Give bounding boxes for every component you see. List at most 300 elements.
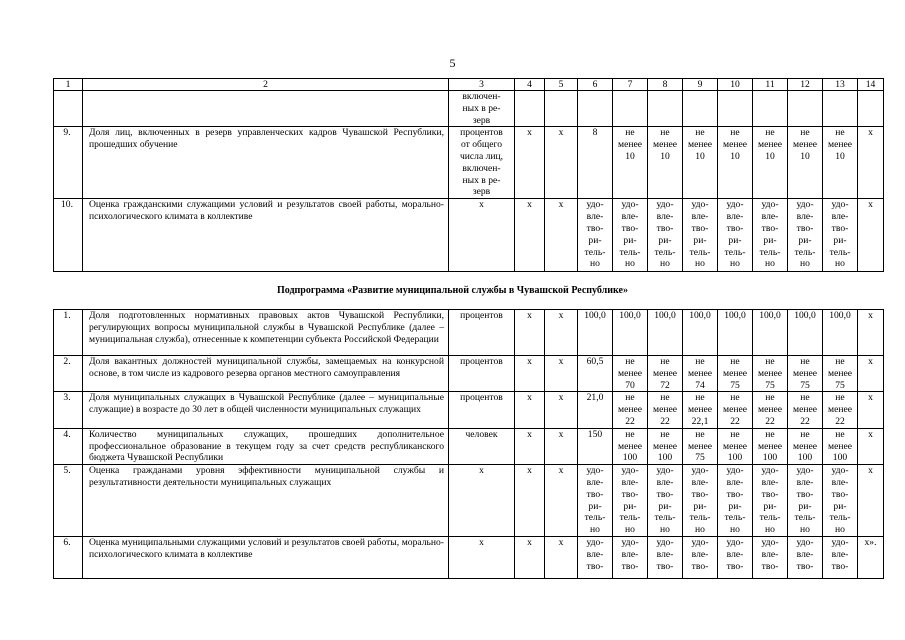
year-value-cell-line: удо- <box>691 199 709 211</box>
year-value-cell-line: но <box>625 524 635 536</box>
row-number: 3. <box>54 392 83 428</box>
year-value-cell-line: ри- <box>798 500 812 512</box>
year-value-cell-line: вле- <box>831 476 849 488</box>
year-value-cell-line: тво- <box>796 222 814 234</box>
table-row <box>54 127 884 199</box>
year-value-cell-line: тель- <box>689 512 711 524</box>
year-value-cell-line: тво- <box>621 222 639 234</box>
empty-cell <box>718 91 753 127</box>
year-value-cell-line: 22 <box>765 415 775 427</box>
year-value-cell <box>613 356 648 392</box>
base-value-cell: х <box>515 199 545 272</box>
column-number-header: 11 <box>753 79 788 91</box>
year-value-cell <box>578 392 613 428</box>
year-value-cell <box>648 127 683 199</box>
year-value-cell-line: тель- <box>759 246 781 258</box>
year-value-cell-line: тво- <box>586 488 604 500</box>
year-value-cell-line: но <box>730 524 740 536</box>
column-number-header: 7 <box>613 79 648 91</box>
year-value-cell-line: удо- <box>831 199 849 211</box>
unit-cell-line: процентов <box>460 127 503 139</box>
base-value-cell: х <box>515 310 545 356</box>
year-value-cell-line: не <box>625 127 635 139</box>
column-number-header: 1 <box>54 79 83 91</box>
year-value-cell-line: 22 <box>835 415 845 427</box>
column-number-header: 8 <box>648 79 683 91</box>
year-value-cell-line: менее <box>653 367 677 379</box>
year-value-cell-line: вле- <box>656 211 674 223</box>
year-value-cell <box>683 199 718 272</box>
year-value-cell-line: удо- <box>761 199 779 211</box>
unit-cell-line: процентов <box>460 310 503 321</box>
indicators-table-top <box>53 78 884 272</box>
year-value-cell <box>753 199 788 272</box>
row-number: 6. <box>54 537 83 579</box>
year-value-cell-line: тво- <box>831 560 849 572</box>
year-value-cell <box>753 392 788 428</box>
base-value-cell: х <box>545 537 578 579</box>
year-value-cell-line: тель- <box>794 512 816 524</box>
column-number-header: 13 <box>823 79 858 91</box>
year-value-cell-line: вле- <box>691 211 709 223</box>
year-value-cell-line: тво- <box>726 488 744 500</box>
year-value-cell-line: не <box>625 356 635 367</box>
year-value-cell <box>613 392 648 428</box>
year-value-cell <box>753 356 788 392</box>
year-value-cell <box>823 199 858 272</box>
year-value-cell <box>683 310 718 356</box>
year-value-cell-line: ри- <box>763 234 777 246</box>
year-value-cell-line: не <box>625 392 635 404</box>
year-value-cell-line: вле- <box>691 548 709 560</box>
year-value-cell-line: вле- <box>726 476 744 488</box>
base-value-cell: х <box>515 356 545 392</box>
year-value-cell-line: тво- <box>691 222 709 234</box>
unit-cell-line: ных в ре- <box>462 174 501 186</box>
year-value-cell-line: ри- <box>728 234 742 246</box>
unit-cell <box>449 127 515 199</box>
year-value-cell-line: удо- <box>831 465 849 477</box>
year-value-cell-line: не <box>660 127 670 139</box>
year-value-cell-line: менее <box>828 440 852 452</box>
year-value-cell <box>823 356 858 392</box>
year-value-cell-line: тель- <box>584 512 606 524</box>
indicator-name: Оценка гражданами уровня эффективности муниципальной службы и результативности деятельности муниципальных служащих <box>83 465 449 537</box>
year-value-cell <box>613 428 648 464</box>
empty-cell <box>648 91 683 127</box>
year-value-cell <box>683 127 718 199</box>
year-value-cell-line: удо- <box>621 465 639 477</box>
year-value-cell <box>823 310 858 356</box>
year-value-cell-line: не <box>835 356 845 367</box>
year-value-cell <box>578 127 613 199</box>
year-value-cell-line: не <box>835 392 845 404</box>
row-number: 9. <box>54 127 83 199</box>
year-value-cell <box>648 537 683 579</box>
year-value-cell-line: но <box>765 258 775 270</box>
year-value-cell-line: менее <box>653 440 677 452</box>
year-value-cell <box>578 537 613 579</box>
base-value-cell: х <box>545 465 578 537</box>
year-value-cell-line: тво- <box>586 222 604 234</box>
row-number: 1. <box>54 310 83 356</box>
year-value-cell-line: удо- <box>691 465 709 477</box>
year-value-cell-line: менее <box>793 139 817 151</box>
year-value-cell-line: но <box>590 258 600 270</box>
year-value-cell <box>683 392 718 428</box>
empty-cell <box>83 91 449 127</box>
year-value-cell <box>648 428 683 464</box>
base-value-cell: х <box>545 356 578 392</box>
empty-cell <box>515 91 545 127</box>
year-value-cell-line: тель- <box>724 512 746 524</box>
year-value-cell <box>718 310 753 356</box>
year-value-cell <box>718 392 753 428</box>
year-value-cell-line: тво- <box>621 560 639 572</box>
year-value-cell-line: менее <box>828 404 852 416</box>
year-value-cell-line: менее <box>653 404 677 416</box>
unit-cell-line: процентов <box>460 392 503 404</box>
year-value-cell-line: удо- <box>586 465 604 477</box>
year-value-cell-line: менее <box>688 404 712 416</box>
indicator-name: Доля подготовленных нормативных правовых актов Чувашской Республики, регулирующих вопросы муниципальной службы в Чувашской Республике (далее – муниципальная служба), отнесенные к компетенции субъекта Российской Федерации <box>83 310 449 356</box>
year-value-cell-line: не <box>695 127 705 139</box>
empty-cell <box>858 91 884 127</box>
subprogram-title: Подпрограмма «Развитие муниципальной службы в Чувашской Республике» <box>277 285 628 296</box>
year-value-cell-line: ри- <box>658 234 672 246</box>
unit-cell-line: числа лиц, <box>459 150 504 162</box>
table-row <box>54 199 884 272</box>
year-value-cell <box>788 127 823 199</box>
year-value-cell-line: вле- <box>621 211 639 223</box>
column-number-header: 6 <box>578 79 613 91</box>
year-value-cell-line: тель- <box>619 246 641 258</box>
year-value-cell <box>788 465 823 537</box>
indicators-table-subprogram <box>53 309 884 579</box>
year-value-cell-line: но <box>590 524 600 536</box>
year-value-cell-line: ри- <box>693 234 707 246</box>
base-value-cell: х <box>545 199 578 272</box>
year-value-cell <box>683 537 718 579</box>
year-value-cell-line: ри- <box>623 234 637 246</box>
year-value-cell-line: не <box>765 356 775 367</box>
row-number: 2. <box>54 356 83 392</box>
header-row <box>54 79 884 91</box>
year-value-cell-line: вле- <box>656 476 674 488</box>
year-value-cell-line: не <box>835 428 845 440</box>
indicator-name: Доля лиц, включенных в резерв управленческих кадров Чувашской Республики, прошедших обучение <box>83 127 449 199</box>
year-value-cell-line: удо- <box>726 199 744 211</box>
year-value-cell-line: ри- <box>798 234 812 246</box>
year-value-cell-line: 100,0 <box>829 310 851 321</box>
unit-cell <box>449 428 515 464</box>
year-value-cell-line: тель- <box>829 246 851 258</box>
year-value-cell-line: ри- <box>693 500 707 512</box>
year-value-cell-line: 22 <box>625 415 635 427</box>
year-value-cell-line: не <box>835 127 845 139</box>
year-value-cell-line: вле- <box>761 548 779 560</box>
end-value-cell: х». <box>858 537 884 579</box>
year-value-cell-line: удо- <box>761 465 779 477</box>
year-value-cell-line: тво- <box>831 488 849 500</box>
end-value-cell: х <box>858 392 884 428</box>
end-value-cell: х <box>858 356 884 392</box>
year-value-cell-line: не <box>660 392 670 404</box>
year-value-cell-line: менее <box>723 367 747 379</box>
column-number-header: 4 <box>515 79 545 91</box>
year-value-cell-line: 8 <box>592 127 598 139</box>
unit-cell <box>449 537 515 579</box>
end-value-cell: х <box>858 310 884 356</box>
year-value-cell-line: 75 <box>800 379 810 391</box>
empty-cell <box>753 91 788 127</box>
year-value-cell-line: удо- <box>726 537 744 549</box>
year-value-cell-line: тво- <box>761 222 779 234</box>
year-value-cell-line: ри- <box>763 500 777 512</box>
year-value-cell <box>718 465 753 537</box>
column-number-header: 3 <box>449 79 515 91</box>
year-value-cell-line: не <box>730 428 740 440</box>
year-value-cell <box>683 356 718 392</box>
year-value-cell <box>788 392 823 428</box>
year-value-cell <box>788 537 823 579</box>
year-value-cell <box>578 310 613 356</box>
year-value-cell-line: 10 <box>625 150 635 162</box>
base-value-cell: х <box>545 127 578 199</box>
year-value-cell-line: 100 <box>657 452 673 464</box>
year-value-cell-line: тво- <box>726 560 744 572</box>
year-value-cell-line: 100 <box>622 452 638 464</box>
year-value-cell <box>788 356 823 392</box>
year-value-cell-line: удо- <box>691 537 709 549</box>
unit-cell-line: зерв <box>472 114 491 126</box>
year-value-cell-line: 10 <box>800 150 810 162</box>
year-value-cell-line: удо- <box>726 465 744 477</box>
year-value-cell-line: удо- <box>831 537 849 549</box>
year-value-cell-line: удо- <box>796 199 814 211</box>
year-value-cell-line: ри- <box>728 500 742 512</box>
year-value-cell <box>648 199 683 272</box>
unit-cell-line: человек <box>465 428 498 440</box>
year-value-cell <box>823 392 858 428</box>
year-value-cell <box>823 428 858 464</box>
year-value-cell-line: 100,0 <box>619 310 641 321</box>
year-value-cell-line: удо- <box>621 199 639 211</box>
indicator-name: Доля муниципальных служащих в Чувашской Республике (далее – муниципальные служащие) в возрасте до 30 лет в общей численности муниципальных служащих <box>83 392 449 428</box>
year-value-cell-line: тво- <box>761 488 779 500</box>
year-value-cell-line: ри- <box>658 500 672 512</box>
end-value-cell: х <box>858 127 884 199</box>
year-value-cell-line: вле- <box>656 548 674 560</box>
year-value-cell <box>648 465 683 537</box>
year-value-cell-line: не <box>765 127 775 139</box>
year-value-cell-line: вле- <box>621 476 639 488</box>
year-value-cell <box>578 199 613 272</box>
year-value-cell-line: но <box>800 524 810 536</box>
empty-cell <box>545 91 578 127</box>
unit-cell <box>449 199 515 272</box>
year-value-cell-line: тво- <box>726 222 744 234</box>
year-value-cell-line: не <box>765 428 775 440</box>
year-value-cell <box>718 127 753 199</box>
year-value-cell-line: но <box>625 258 635 270</box>
page-number: 5 <box>449 56 456 70</box>
year-value-cell-line: не <box>660 356 670 367</box>
year-value-cell-line: 10 <box>660 150 670 162</box>
year-value-cell-line: менее <box>618 139 642 151</box>
year-value-cell-line: ри- <box>588 234 602 246</box>
year-value-cell-line: удо- <box>796 537 814 549</box>
year-value-cell-line: не <box>800 392 810 404</box>
year-value-cell-line: тво- <box>831 222 849 234</box>
base-value-cell: х <box>545 428 578 464</box>
year-value-cell <box>578 356 613 392</box>
year-value-cell <box>823 537 858 579</box>
year-value-cell <box>683 465 718 537</box>
year-value-cell-line: удо- <box>621 537 639 549</box>
base-value-cell: х <box>515 537 545 579</box>
column-number-header: 12 <box>788 79 823 91</box>
year-value-cell-line: тво- <box>656 560 674 572</box>
year-value-cell-line: не <box>730 392 740 404</box>
unit-cell-line: включен- <box>462 162 501 174</box>
year-value-cell <box>753 127 788 199</box>
year-value-cell-line: 10 <box>765 150 775 162</box>
year-value-cell-line: тель- <box>654 512 676 524</box>
year-value-cell-line: менее <box>723 139 747 151</box>
year-value-cell-line: вле- <box>726 211 744 223</box>
year-value-cell-line: вле- <box>586 548 604 560</box>
base-value-cell: х <box>515 127 545 199</box>
year-value-cell-line: 100 <box>832 452 848 464</box>
empty-cell <box>613 91 648 127</box>
unit-cell <box>449 91 515 127</box>
end-value-cell: х <box>858 199 884 272</box>
year-value-cell <box>648 392 683 428</box>
indicator-name: Доля вакантных должностей муниципальной службы, замещаемых на конкурсной основе, в том числе из кадрового резерва органов местного самоуправления <box>83 356 449 392</box>
year-value-cell-line: тво- <box>796 560 814 572</box>
year-value-cell-line: ри- <box>588 500 602 512</box>
year-value-cell-line: 70 <box>625 379 635 391</box>
year-value-cell-line: удо- <box>656 537 674 549</box>
empty-cell <box>788 91 823 127</box>
year-value-cell <box>648 310 683 356</box>
column-number-header: 5 <box>545 79 578 91</box>
year-value-cell-line: менее <box>653 139 677 151</box>
year-value-cell-line: не <box>695 392 705 404</box>
table-row <box>54 428 884 464</box>
year-value-cell-line: тво- <box>796 488 814 500</box>
year-value-cell-line: не <box>730 127 740 139</box>
unit-cell-line: х <box>479 537 484 549</box>
year-value-cell-line: не <box>695 356 705 367</box>
year-value-cell-line: удо- <box>656 199 674 211</box>
year-value-cell <box>718 199 753 272</box>
year-value-cell <box>648 356 683 392</box>
column-number-header: 2 <box>83 79 449 91</box>
year-value-cell-line: 22 <box>800 415 810 427</box>
year-value-cell-line: но <box>835 524 845 536</box>
year-value-cell-line: но <box>835 258 845 270</box>
table-row <box>54 310 884 356</box>
table-row <box>54 465 884 537</box>
year-value-cell-line: вле- <box>586 211 604 223</box>
row-number: 4. <box>54 428 83 464</box>
year-value-cell-line: удо- <box>761 537 779 549</box>
year-value-cell <box>578 428 613 464</box>
row-number: 5. <box>54 465 83 537</box>
year-value-cell-line: менее <box>618 404 642 416</box>
table-row <box>54 537 884 579</box>
year-value-cell-line: вле- <box>796 548 814 560</box>
year-value-cell-line: менее <box>688 440 712 452</box>
year-value-cell-line: 100,0 <box>724 310 746 321</box>
unit-cell-line: х <box>479 465 484 477</box>
year-value-cell-line: менее <box>723 440 747 452</box>
end-value-cell: х <box>858 465 884 537</box>
base-value-cell: х <box>515 465 545 537</box>
year-value-cell-line: 75 <box>765 379 775 391</box>
year-value-cell-line: менее <box>758 440 782 452</box>
column-number-header: 9 <box>683 79 718 91</box>
year-value-cell-line: тво- <box>586 560 604 572</box>
year-value-cell-line: не <box>625 428 635 440</box>
year-value-cell-line: тель- <box>584 246 606 258</box>
year-value-cell <box>788 310 823 356</box>
year-value-cell-line: менее <box>688 139 712 151</box>
year-value-cell-line: 100,0 <box>584 310 606 321</box>
year-value-cell-line: 75 <box>835 379 845 391</box>
year-value-cell-line: 100,0 <box>759 310 781 321</box>
year-value-cell-line: тель- <box>654 246 676 258</box>
year-value-cell <box>613 199 648 272</box>
year-value-cell-line: но <box>800 258 810 270</box>
year-value-cell-line: 74 <box>695 379 705 391</box>
year-value-cell <box>718 356 753 392</box>
year-value-cell <box>718 428 753 464</box>
year-value-cell <box>718 537 753 579</box>
year-value-cell <box>753 537 788 579</box>
year-value-cell <box>753 310 788 356</box>
year-value-cell <box>788 428 823 464</box>
column-number-header: 10 <box>718 79 753 91</box>
year-value-cell <box>683 428 718 464</box>
year-value-cell-line: менее <box>828 139 852 151</box>
year-value-cell-line: тво- <box>656 222 674 234</box>
empty-cell <box>683 91 718 127</box>
year-value-cell-line: 100 <box>762 452 778 464</box>
year-value-cell-line: вле- <box>796 476 814 488</box>
year-value-cell-line: вле- <box>796 211 814 223</box>
unit-cell <box>449 356 515 392</box>
year-value-cell-line: 10 <box>730 150 740 162</box>
year-value-cell-line: 22,1 <box>691 415 709 427</box>
year-value-cell-line: менее <box>793 440 817 452</box>
year-value-cell-line: вле- <box>691 476 709 488</box>
unit-cell <box>449 465 515 537</box>
year-value-cell-line: не <box>800 356 810 367</box>
unit-cell-line: от общего <box>460 139 503 151</box>
year-value-cell-line: тель- <box>759 512 781 524</box>
year-value-cell-line: 100,0 <box>689 310 711 321</box>
year-value-cell-line: 60,5 <box>586 356 604 367</box>
year-value-cell-line: но <box>695 258 705 270</box>
year-value-cell-line: 100,0 <box>654 310 676 321</box>
base-value-cell: х <box>545 310 578 356</box>
table-row <box>54 356 884 392</box>
year-value-cell <box>823 465 858 537</box>
year-value-cell-line: не <box>800 428 810 440</box>
